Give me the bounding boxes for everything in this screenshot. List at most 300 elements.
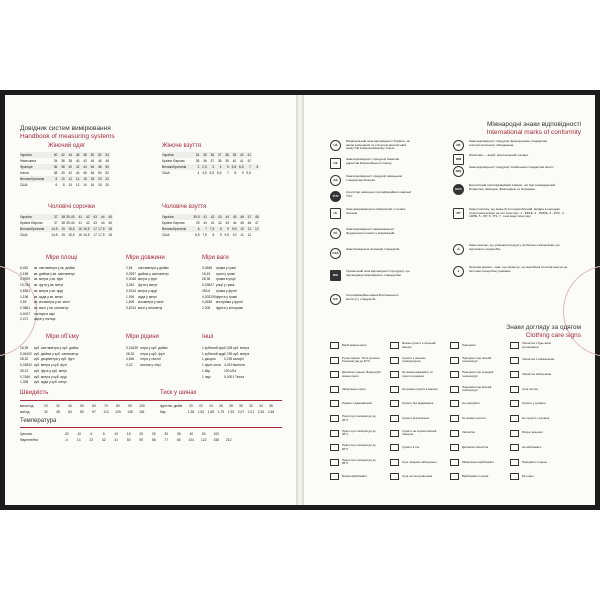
care-description: Прати при температурі до 95°С — [342, 458, 376, 466]
row-value: 41 — [114, 438, 119, 442]
size-cell: 37 — [210, 159, 215, 164]
row-value: 20 — [139, 432, 144, 436]
conformity-mark — [330, 158, 412, 169]
size-cell: 41 — [201, 214, 208, 220]
country-cell: США — [20, 233, 28, 238]
unit-description: кілометра у милі — [138, 300, 164, 305]
size-cell: 45 — [230, 214, 237, 220]
size-cell: 40 — [203, 221, 207, 226]
mark-description: Знак відповідності американської Федеральної комісії з комунікацій. — [346, 227, 396, 235]
unit-value: 0,3937 — [126, 271, 137, 276]
unit-value: 0,6214 — [126, 305, 137, 310]
care-symbol-icon — [450, 459, 459, 466]
size-cell: 35 — [201, 152, 208, 158]
section-area: Міри площі — [46, 255, 78, 261]
country-cell: Країни Європи — [162, 159, 185, 164]
mark-description: Знак відповідності продукції німецьким стандартам безпеки. — [346, 174, 402, 182]
care-symbol-icon — [510, 357, 519, 364]
size-cell: 45 — [108, 221, 112, 226]
care-sign — [510, 400, 562, 407]
care-description: Хімчистка заборонена — [522, 372, 552, 377]
care-description: Виріб можна прати — [342, 342, 367, 347]
care-sign — [330, 400, 382, 407]
care-description: Сушити на горизонтальній поверхні — [402, 428, 437, 437]
row-value: 2,34 — [257, 410, 265, 414]
care-sign — [390, 444, 442, 451]
unit-description: куб. фута у куб. метрі — [34, 368, 67, 373]
unit-description: грама у грані — [216, 266, 236, 270]
mens-shoes-table — [162, 214, 260, 238]
mark-description: Знак пластику, що може бути перероблений. Цифра в середині трикутника вказує на тип пластику: 1 - PETE, 2 - HDPE, 3 - PVC, 4 - LDPE, 5 - PP, 6 - PS, 7 - інші види пластику. — [469, 207, 566, 219]
size-cell: 34 — [193, 152, 200, 158]
size-cell: 22 — [103, 176, 110, 182]
size-cell: 9 — [241, 171, 244, 176]
unit-row — [202, 375, 249, 381]
size-cell: 42 — [85, 221, 90, 226]
care-sign — [390, 371, 442, 378]
care-description: Суха чистка дозволена — [402, 474, 433, 479]
size-cell: 9,5 — [246, 171, 251, 176]
row-value: 2,48 — [267, 410, 275, 414]
mark-description: Знак відповідності продукції французьким стандартам електротехнічного обладнання. — [469, 139, 547, 147]
conformity-mark — [453, 266, 569, 277]
area-units — [20, 266, 75, 323]
size-cell: 36 — [51, 164, 58, 170]
care-symbol-icon — [330, 473, 339, 480]
row-value: 161 — [139, 410, 145, 414]
size-cell: 36 — [208, 152, 215, 158]
row-value: 14 — [76, 438, 81, 442]
size-cell: 42 — [68, 171, 73, 176]
unit-value: 453,6 — [202, 288, 211, 293]
mark-description: Національний знак відповідності України, за своїм значенням та статусом аналогічний знаку CE в Європейському Союзі. — [346, 139, 410, 151]
size-cell: 6,5 — [216, 171, 222, 176]
mark-description: Зеленая крапка - знак, що гарантує, що виробник сплатив внесок до системи переробки упаковки. — [469, 265, 568, 273]
unit-description: куб. ярда у куб. метрі — [34, 380, 67, 385]
row-value: -20 — [63, 432, 69, 436]
care-description: Не сушити у сушарці — [522, 415, 550, 420]
heading-en: International marks of conformity — [486, 128, 581, 136]
care-description: Можна відбілювати — [342, 474, 368, 479]
care-symbol-icon — [450, 430, 459, 437]
country-cell: США — [162, 171, 170, 176]
right-heading — [475, 121, 581, 136]
unit-description: галона у літрі — [140, 363, 161, 368]
temperature-rows — [20, 431, 235, 443]
care-sign — [510, 444, 562, 451]
section-womens-clothing: Жіночий одяг — [48, 143, 86, 149]
row-value: 145 — [127, 410, 133, 414]
page-gutter — [296, 95, 304, 505]
conformity-mark — [453, 208, 569, 219]
row-value: 1,79 — [217, 410, 225, 414]
other-units — [202, 346, 249, 380]
size-cell: 5 — [223, 164, 230, 170]
size-cell: 40 — [237, 152, 244, 158]
table-row — [162, 170, 260, 176]
size-cell: 3 — [208, 164, 215, 170]
mens-shirts-table — [20, 214, 113, 238]
care-symbol-icon — [330, 357, 339, 364]
care-description: Заборонено прати — [342, 386, 366, 391]
size-cell: 7 — [201, 226, 208, 232]
care-description: Прання з віджиманням — [342, 401, 372, 406]
unit-value: 0,0648 — [202, 266, 213, 270]
size-cell: 48 — [252, 214, 259, 220]
country-cell: Україна — [162, 214, 193, 220]
mark-bs-icon: BS — [330, 294, 341, 305]
mark-description: Знак означає, що упаковка продукту зроблена з матеріалів, що підлягають переробці. — [469, 243, 560, 251]
unit-value: 6,452 — [20, 266, 29, 270]
size-cell: 20 — [95, 176, 102, 182]
size-cell: 40 — [232, 159, 237, 164]
conformity-mark — [453, 184, 569, 195]
care-symbol-icon — [510, 371, 519, 378]
row-label: Фаренгейта — [20, 438, 38, 442]
size-cell: 4 — [215, 164, 222, 170]
size-cell: 12 — [247, 233, 252, 238]
size-cell: 6,5 — [195, 233, 200, 238]
section-other: Інші — [202, 334, 214, 340]
unit-description: метра у ярді — [138, 288, 157, 293]
size-cell: 6,5 — [239, 165, 244, 170]
care-symbol-icon — [510, 400, 519, 407]
care-sign — [330, 430, 382, 437]
volume-units — [20, 346, 78, 386]
care-symbol-icon — [390, 473, 399, 480]
unit-value: 15,43 — [202, 271, 211, 276]
country-cell: Україна — [20, 152, 51, 158]
size-cell: 42 — [208, 214, 215, 220]
unit-description: метра у футі — [138, 277, 158, 282]
size-cell: 7,5 — [209, 227, 215, 232]
care-sign — [510, 473, 562, 480]
row-value: 60 — [92, 404, 96, 408]
mark-description: Знак американської лабораторії з техніки безпеки. — [346, 207, 406, 215]
care-symbol-icon — [330, 459, 339, 466]
care-symbol-icon — [510, 459, 519, 466]
unit-value: 28,35 — [202, 277, 211, 282]
conformity-mark — [330, 175, 412, 186]
unit-value: 0,3048 — [126, 277, 137, 282]
row-value: 10 — [114, 432, 119, 436]
size-cell: 16 — [76, 226, 83, 232]
size-cell: 40 — [75, 159, 80, 164]
size-cell: 2 — [193, 164, 200, 170]
unit-row — [20, 380, 78, 386]
care-description: Делікатна хімчистка — [462, 445, 489, 450]
mark-csa-icon: CSA — [330, 248, 341, 259]
unit-description: фута у метрі — [138, 283, 158, 288]
size-cell: 14,5 — [51, 227, 58, 232]
unit-description: фунта у грамі — [216, 294, 237, 299]
row-value: 212 — [225, 438, 232, 442]
size-cell: 38 — [61, 221, 65, 226]
heading-ua: Міжнародні знаки відповідності — [487, 121, 581, 128]
unit-value: 1 бар — [202, 368, 211, 373]
care-description: Мокре чищення — [522, 430, 543, 435]
mark-wm-icon: WM — [453, 154, 464, 165]
care-symbol-icon — [510, 473, 519, 480]
size-cell: 16 — [78, 233, 82, 238]
row-value: 68 — [151, 438, 156, 442]
unit-description: ярда у метрі — [138, 294, 157, 299]
section-pressure: Тиск у шинах — [160, 390, 197, 396]
care-symbol-icon — [390, 386, 399, 393]
row-value: 32 — [44, 410, 48, 414]
size-cell: 40 — [66, 164, 73, 170]
mark-description: Woolmark — виріб, виготовлений з вовни. — [469, 153, 529, 157]
mark-imq-icon: IMQ — [453, 166, 464, 177]
row-value: 80 — [116, 404, 120, 408]
unit-value: 0,0929 — [20, 277, 31, 282]
row-value: 30 — [56, 404, 60, 408]
size-cell: 41 — [245, 152, 252, 158]
row-value: 34 — [259, 404, 263, 408]
unit-value: 2,471 — [20, 317, 29, 322]
unit-value: 1,196 — [20, 294, 29, 299]
care-sign — [330, 459, 382, 466]
mark-tv-icon: TÜV — [330, 191, 341, 202]
care-symbol-icon — [510, 342, 519, 349]
row-value: 35 — [176, 432, 181, 436]
conformity-mark — [330, 228, 412, 239]
size-cell: 38 — [59, 214, 66, 220]
mark-description: Знак відповідності продукції вимогам директив Європейського Союзу. — [346, 157, 400, 165]
size-cell: 39 — [230, 152, 237, 158]
unit-description: кв. фута у кв. метрі — [34, 283, 64, 288]
care-sign — [330, 386, 382, 393]
unit-description: кв. метра у кв. футі — [34, 277, 64, 282]
size-cell: 44 — [75, 171, 80, 176]
row-value: 36 — [269, 404, 273, 408]
care-description: Прати при температурі до 40°С — [342, 428, 376, 437]
size-cell: 39,5 — [193, 215, 200, 219]
size-cell: 14 — [73, 176, 80, 182]
care-sign — [450, 430, 502, 437]
size-cell: 38 — [53, 171, 58, 176]
care-symbol-icon — [330, 415, 339, 422]
care-symbol-icon — [450, 386, 459, 393]
country-cell: Італія — [20, 171, 29, 176]
size-cell: 35 — [195, 159, 200, 164]
care-symbol-icon — [330, 430, 339, 437]
care-description: Сухе чищення заборонено — [402, 459, 437, 464]
care-description: Прасувати при низькій температурі — [462, 355, 492, 364]
unit-value: 0,02832 — [20, 363, 32, 368]
unit-value: 1,609 — [126, 300, 135, 305]
care-symbol-icon — [450, 473, 459, 480]
unit-row — [20, 317, 75, 323]
size-cell: 46 — [238, 214, 245, 220]
row-value: 158 — [213, 438, 219, 442]
care-sign — [510, 386, 562, 393]
row-value: 1,52 — [197, 410, 205, 414]
mark-pp-icon: PP — [453, 208, 464, 219]
size-cell: 9 — [219, 233, 222, 238]
section-speed: Швидкість — [20, 390, 49, 396]
womens-shoes-table — [162, 152, 260, 176]
country-cell: США — [20, 183, 28, 188]
size-cell: 46 — [83, 171, 87, 176]
care-symbol-icon — [330, 386, 339, 393]
size-cell: 48 — [81, 152, 88, 158]
unit-value: 28,32 — [126, 351, 135, 356]
country-cell: Великобританія — [162, 226, 193, 232]
unit-value: 35,31 — [20, 368, 29, 373]
mark-description: Сертифікаційна марка Британського інституту стандартів. — [346, 293, 399, 301]
size-cell: 37 — [51, 214, 59, 220]
mark--icon: ● — [453, 266, 464, 277]
care-symbol-icon — [390, 357, 399, 364]
care-description: Заборонено відбілювати — [462, 459, 494, 464]
unit-value: 4,546 — [126, 357, 135, 362]
unit-value: 2,54 — [126, 266, 133, 270]
left-heading — [20, 125, 115, 140]
care-sign — [450, 415, 502, 422]
size-cell: 10 — [68, 183, 73, 188]
size-cell: 18 — [108, 233, 112, 238]
care-symbol-icon — [510, 430, 519, 437]
unit-value: 1 кубічний ярд — [202, 351, 225, 356]
size-cell: 6 — [55, 183, 58, 188]
row-value: 1,38 — [187, 410, 195, 414]
section-length: Міри довжини — [126, 255, 165, 261]
country-cell: Україна — [162, 152, 193, 158]
care-sign — [450, 342, 502, 349]
unit-value: 0,3861 — [20, 305, 31, 310]
row-value: 90 — [128, 404, 132, 408]
row-value: 50 — [80, 404, 84, 408]
care-sign — [390, 386, 442, 393]
unit-description: куб. дюйма у куб. сантиметрі — [34, 351, 79, 356]
section-mens-shirts: Чоловічі сорочки — [48, 204, 95, 210]
care-description: Сушити з низькою температурою — [402, 355, 426, 364]
size-cell: 18 — [97, 183, 102, 188]
row-value: 59 — [139, 438, 144, 442]
care-description: Не можна сушити в машині — [402, 386, 438, 391]
row-value: 40 — [189, 432, 194, 436]
unit-value: 3,281 — [126, 283, 135, 288]
size-cell: 37 — [53, 221, 58, 226]
unit-value: 0,4047 — [20, 311, 31, 316]
care-sign — [390, 400, 442, 407]
care-description: Прасувати при високій температурі — [462, 385, 492, 393]
size-cell: 4 — [197, 171, 200, 176]
pressure-row — [160, 403, 276, 415]
unit-row — [126, 363, 167, 369]
size-cell: 46 — [97, 159, 102, 164]
size-cell: 39 — [225, 159, 229, 164]
size-cell: 10 — [59, 176, 66, 182]
size-cell: 17,5 — [98, 233, 105, 238]
row-value: 2,21 — [247, 410, 255, 414]
row-value: 25 — [151, 432, 156, 436]
size-cell: 7 — [227, 171, 229, 176]
size-cell: 10 — [232, 233, 237, 238]
unit-description: грама в унції — [216, 277, 236, 282]
row-value: 40 — [68, 404, 72, 408]
size-cell: 20 — [105, 183, 109, 188]
row-value: 86 — [176, 438, 181, 442]
size-cell: 42 — [247, 159, 251, 164]
divider — [20, 400, 282, 401]
size-cell: 48 — [90, 171, 95, 176]
conformity-mark — [453, 166, 569, 177]
row-value: 50 — [201, 432, 206, 436]
care-symbol-icon — [510, 415, 519, 422]
care-description: Сушити вертикально — [402, 415, 430, 420]
size-cell: 39-40 — [66, 215, 75, 219]
unit-value: 1 кубічний фут — [202, 346, 225, 350]
size-cell: 12 — [75, 183, 80, 188]
care-description: Сушити в тіні — [402, 445, 420, 450]
size-cell: 38 — [217, 159, 222, 164]
size-cell: 50 — [97, 171, 102, 176]
row-label: фунт/кв. дюйм — [160, 404, 183, 408]
unit-description: милі у кілометрі — [138, 305, 163, 310]
size-cell: 43 — [216, 214, 223, 220]
care-symbol-icon — [450, 371, 459, 378]
size-cell: 8 — [62, 183, 65, 188]
row-value: 64 — [68, 410, 72, 414]
speed-row — [20, 403, 148, 415]
row-value: 20 — [189, 404, 193, 408]
mark-nf-icon: NF — [453, 140, 464, 151]
care-symbol-icon — [390, 371, 399, 378]
row-value: 0 — [90, 432, 93, 436]
unit-description: кв. метра у кв. ярді — [34, 288, 63, 293]
size-cell: 50 — [103, 164, 110, 170]
unit-description: гектара в акрі — [34, 311, 55, 316]
size-cell: 5,5 — [231, 165, 237, 170]
care-sign — [450, 459, 502, 466]
size-cell: 16,5 — [83, 233, 90, 238]
unit-description: кв. кілометра у кв. милі — [34, 300, 70, 305]
length-units — [126, 266, 169, 312]
row-value: 26 — [219, 404, 223, 408]
mark-description: Екологічний сертифікаційний символ, що був затверджений Норвегією, Швецією, Фінляндією та Ісландією. — [469, 183, 556, 191]
size-cell: 47 — [245, 214, 252, 220]
care-description: Сушити у сушарці — [522, 401, 546, 406]
care-sign — [390, 357, 442, 364]
mark-ce-icon: CE — [330, 158, 341, 169]
size-cell: 40 — [51, 152, 58, 158]
size-cell: 12 — [252, 226, 259, 232]
size-cell: 5,5 — [209, 171, 215, 176]
row-value: 32 — [101, 438, 106, 442]
row-value: 70 — [104, 404, 108, 408]
row-value: 2,07 — [237, 410, 245, 414]
care-description: Не вибілювати — [522, 445, 542, 450]
row-value: 30 — [164, 432, 169, 436]
row-value: 20 — [44, 404, 48, 408]
care-sign — [330, 357, 382, 364]
size-cell: 42 — [83, 159, 87, 164]
unit-value: 16,39 — [20, 346, 29, 350]
size-cell: 43 — [91, 214, 98, 220]
section-volume: Міри об'єму — [46, 334, 79, 340]
row-value: 100 — [139, 404, 145, 408]
care-sign — [510, 342, 562, 349]
country-cell: Німеччина — [20, 159, 37, 164]
care-sign — [450, 444, 502, 451]
unit-value: 2,205 — [202, 305, 211, 310]
care-description: Не можна віджимати та сушити в машині — [402, 370, 433, 378]
care-symbol-icon — [330, 400, 339, 407]
size-cell: 44 — [232, 221, 237, 226]
size-cell: 42 — [73, 164, 80, 170]
